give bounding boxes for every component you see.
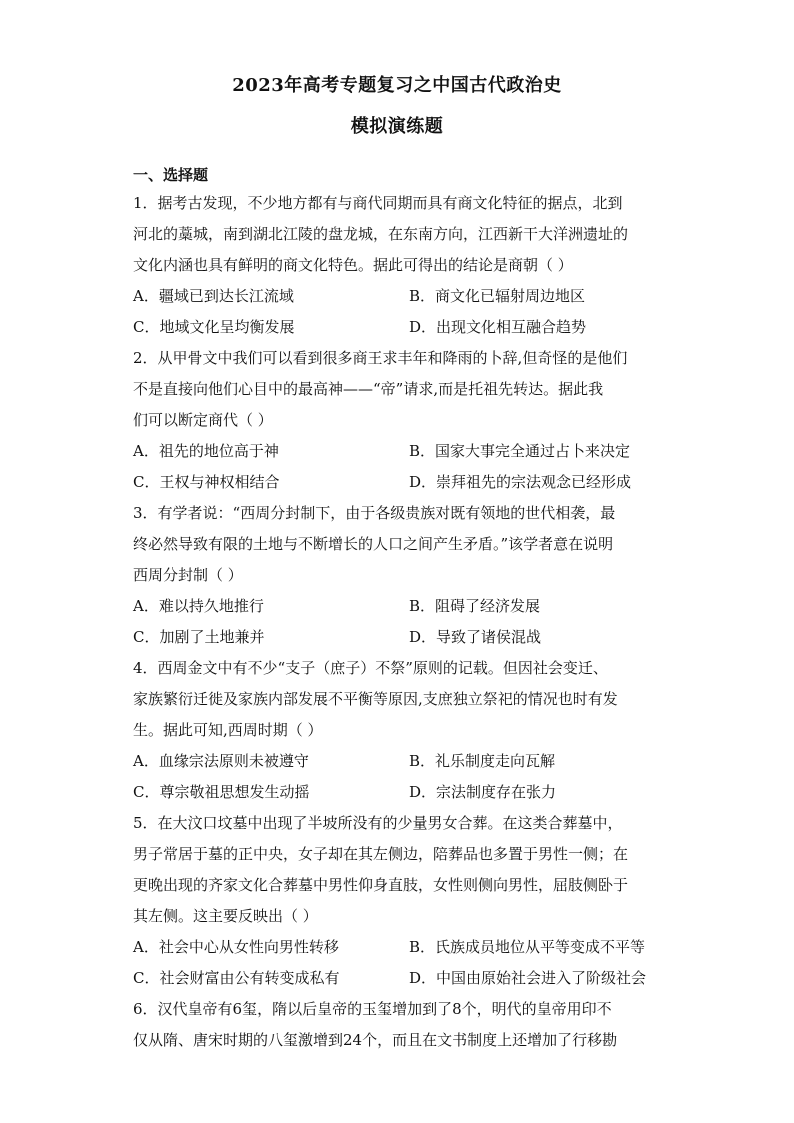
- question-2-option-b: B．国家大事完全通过占卜来决定: [409, 442, 631, 460]
- question-5-option-c: C．社会财富由公有转变成私有: [133, 969, 340, 987]
- question-6-line-1: 6．汉代皇帝有6玺，隋以后皇帝的玉玺增加到了8个，明代的皇帝用印不: [133, 1000, 612, 1018]
- document-subtitle: 模拟演练题: [350, 116, 444, 137]
- question-2-line-3: 们可以断定商代（ ）: [133, 411, 273, 429]
- question-1-option-c: C．地域文化呈均衡发展: [133, 318, 295, 336]
- question-4-line-3: 生。据此可知,西周时期（ ）: [133, 721, 323, 739]
- question-2-options-row-1: [133, 436, 663, 467]
- question-4-option-b: B．礼乐制度走向瓦解: [409, 752, 556, 770]
- question-3-option-c: C．加剧了土地兼并: [133, 628, 265, 646]
- question-1-line-2: 河北的藁城，南到湖北江陵的盘龙城，在东南方向，江西新干大洋洲遗址的: [133, 225, 629, 243]
- document-title: 2023年高考专题复习之中国古代政治史: [232, 75, 562, 96]
- question-2-options-row-2: [133, 467, 663, 498]
- question-5-line-4: 其左侧。这主要反映出（ ）: [133, 907, 318, 925]
- question-4-option-d: D．宗法制度存在张力: [409, 783, 557, 801]
- question-5-options-row-2: [133, 963, 663, 994]
- question-4-line-2: 家族繁衍迁徙及家族内部发展不平衡等原因,支庶独立祭祀的情况也时有发: [133, 690, 618, 708]
- question-2-option-d: D．崇拜祖先的宗法观念已经形成: [409, 473, 632, 491]
- question-5-line-2: 男子常居于墓的正中央，女子却在其左侧边，陪葬品也多置于男性一侧；在: [133, 845, 629, 863]
- question-1-option-d: D．出现文化相互融合趋势: [409, 318, 587, 336]
- question-5-line-1: 5．在大汶口坟墓中出现了半坡所没有的少量男女合葬。在这类合葬墓中，: [133, 814, 623, 832]
- question-5-options-row-1: [133, 932, 663, 963]
- question-2-line-1: 2．从甲骨文中我们可以看到很多商王求丰年和降雨的卜辞,但奇怪的是他们: [133, 349, 628, 367]
- question-3-options-row-2: [133, 622, 663, 653]
- question-3-line-3: 西周分封制（ ）: [133, 566, 243, 584]
- question-3-line-2: 终必然导致有限的土地与不断增长的人口之间产生矛盾。”该学者意在说明: [133, 535, 614, 553]
- question-4-options-row-1: [133, 746, 663, 777]
- question-1-option-b: B．商文化已辐射周边地区: [409, 287, 586, 305]
- question-1-options-row-1: [133, 281, 663, 312]
- question-2-option-c: C．王权与神权相结合: [133, 473, 280, 491]
- question-1-line-3: 文化内涵也具有鲜明的商文化特色。据此可得出的结论是商朝（ ）: [133, 256, 573, 274]
- section-heading: 一、选择题: [133, 166, 209, 184]
- question-3-line-1: 3．有学者说：“西周分封制下，由于各级贵族对既有领地的世代相袭，最: [133, 504, 616, 522]
- question-1-line-1: 1．据考古发现，不少地方都有与商代同期而具有商文化特征的据点，北到: [133, 194, 623, 212]
- question-5-option-b: B．氏族成员地位从平等变成不平等: [409, 938, 646, 956]
- question-4-line-1: 4．西周金文中有不少“支子（庶子）不祭”原则的记载。但因社会变迁、: [133, 659, 608, 677]
- question-6-line-2: 仅从隋、唐宋时期的八玺激增到24个，而且在文书制度上还增加了行移勘: [133, 1031, 618, 1049]
- question-5-option-d: D．中国由原始社会进入了阶级社会: [409, 969, 647, 987]
- question-5-option-a: A．社会中心从女性向男性转移: [133, 938, 339, 956]
- question-4-options-row-2: [133, 777, 663, 808]
- question-3-option-b: B．阻碍了经济发展: [409, 597, 541, 615]
- question-1-option-a: A．疆域已到达长江流域: [133, 287, 294, 305]
- question-1-options-row-2: [133, 312, 663, 343]
- question-2-line-2: 不是直接向他们心目中的最高神——“帝”请求,而是托祖先转达。据此我: [133, 380, 604, 398]
- question-3-options-row-1: [133, 591, 663, 622]
- question-3-option-d: D．导致了诸侯混战: [409, 628, 542, 646]
- question-list: [133, 188, 663, 1056]
- question-5-line-3: 更晚出现的齐家文化合葬墓中男性仰身直肢，女性则侧向男性，屈肢侧卧于: [133, 876, 629, 894]
- question-2-option-a: A．祖先的地位高于神: [133, 442, 279, 460]
- question-4-option-a: A．血缘宗法原则未被遵守: [133, 752, 309, 770]
- question-3-option-a: A．难以持久地推行: [133, 597, 264, 615]
- question-4-option-c: C．尊宗敬祖思想发生动摇: [133, 783, 310, 801]
